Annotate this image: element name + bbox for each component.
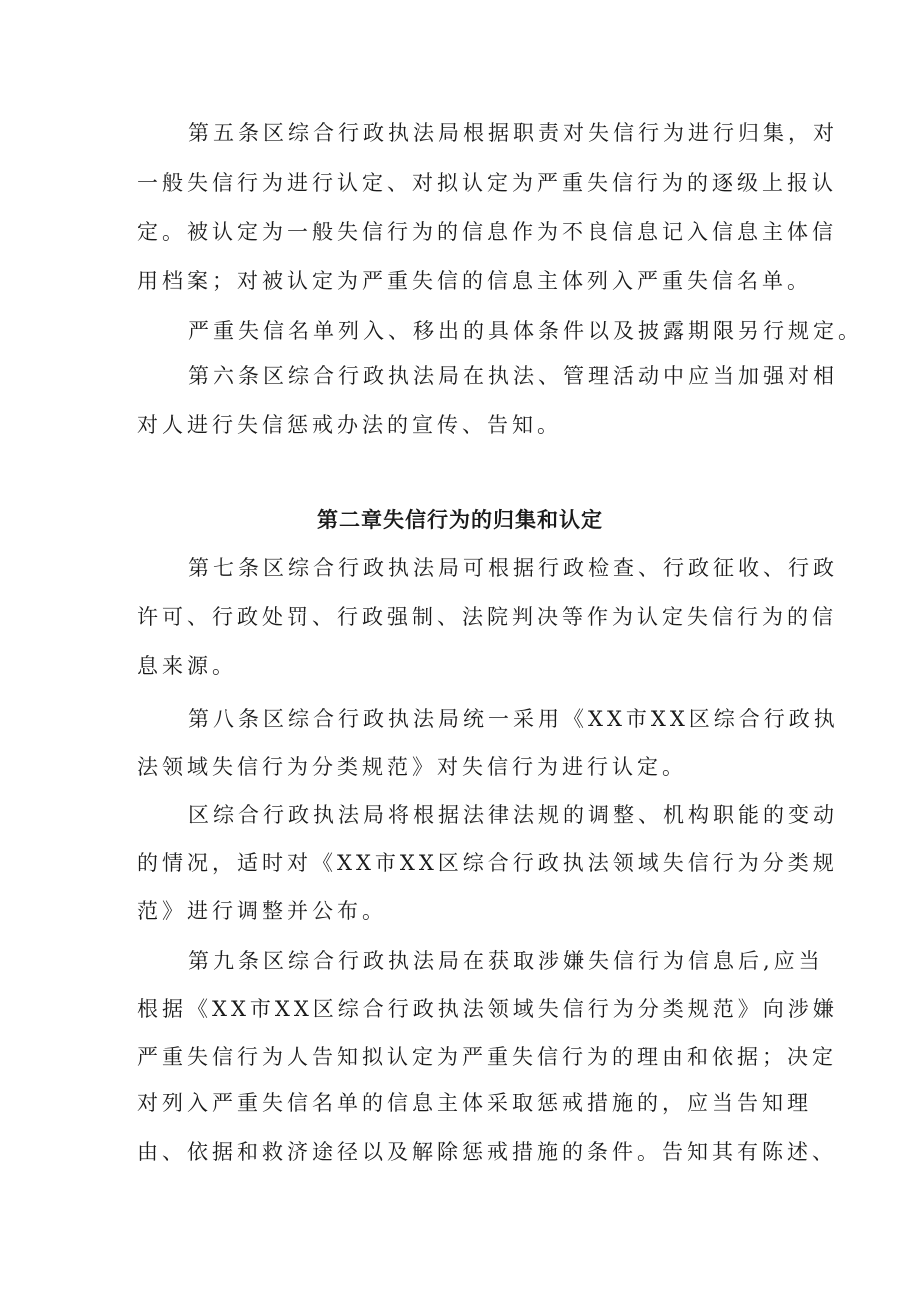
- text-line: 定。被认定为一般失信行为的信息作为不良信息记入信息主体信: [137, 220, 837, 244]
- text-line: 区综合行政执法局将根据法律法规的调整、机构职能的变动: [188, 803, 838, 827]
- text-line: 由、依据和救济途径以及解除惩戒措施的条件。告知其有陈述、: [137, 1140, 837, 1164]
- text-line: 严重失信行为人告知拟认定为严重失信行为的理由和依据；决定: [137, 1045, 837, 1069]
- text-line: 法领域失信行为分类规范》对失信行为进行认定。: [137, 755, 687, 779]
- text-line: 的情况，适时对《XX市XX区综合行政执法领域失信行为分类规: [137, 851, 838, 875]
- text-line: 范》进行调整并公布。: [137, 899, 387, 923]
- text-line: 许可、行政处罚、行政强制、法院判决等作为认定失信行为的信: [137, 605, 837, 629]
- text-line: 严重失信名单列入、移出的具体条件以及披露期限另行规定。: [188, 319, 863, 343]
- text-line: 对列入严重失信名单的信息主体采取惩戒措施的，应当告知理: [137, 1091, 812, 1115]
- text-line: 第五条区综合行政执法局根据职责对失信行为进行归集，对: [188, 121, 838, 145]
- chapter-heading: 第二章失信行为的归集和认定: [317, 508, 603, 532]
- text-line: 根据《XX市XX区综合行政执法领域失信行为分类规范》向涉嫌: [137, 997, 838, 1021]
- text-line: 息来源。: [137, 654, 237, 678]
- text-line: 对人进行失信惩戒办法的宣传、告知。: [137, 413, 562, 437]
- text-line: 第六条区综合行政执法局在执法、管理活动中应当加强对相: [188, 364, 838, 388]
- text-line: 一般失信行为进行认定、对拟认定为严重失信行为的逐级上报认: [137, 171, 837, 195]
- text-line: 第八条区综合行政执法局统一采用《XX市XX区综合行政执: [188, 707, 839, 731]
- text-line: 第九条区综合行政执法局在获取涉嫌失信行为信息后,应当: [188, 949, 824, 973]
- text-line: 用档案；对被认定为严重失信的信息主体列入严重失信名单。: [137, 269, 812, 293]
- text-line: 第七条区综合行政执法局可根据行政检查、行政征收、行政: [188, 556, 838, 580]
